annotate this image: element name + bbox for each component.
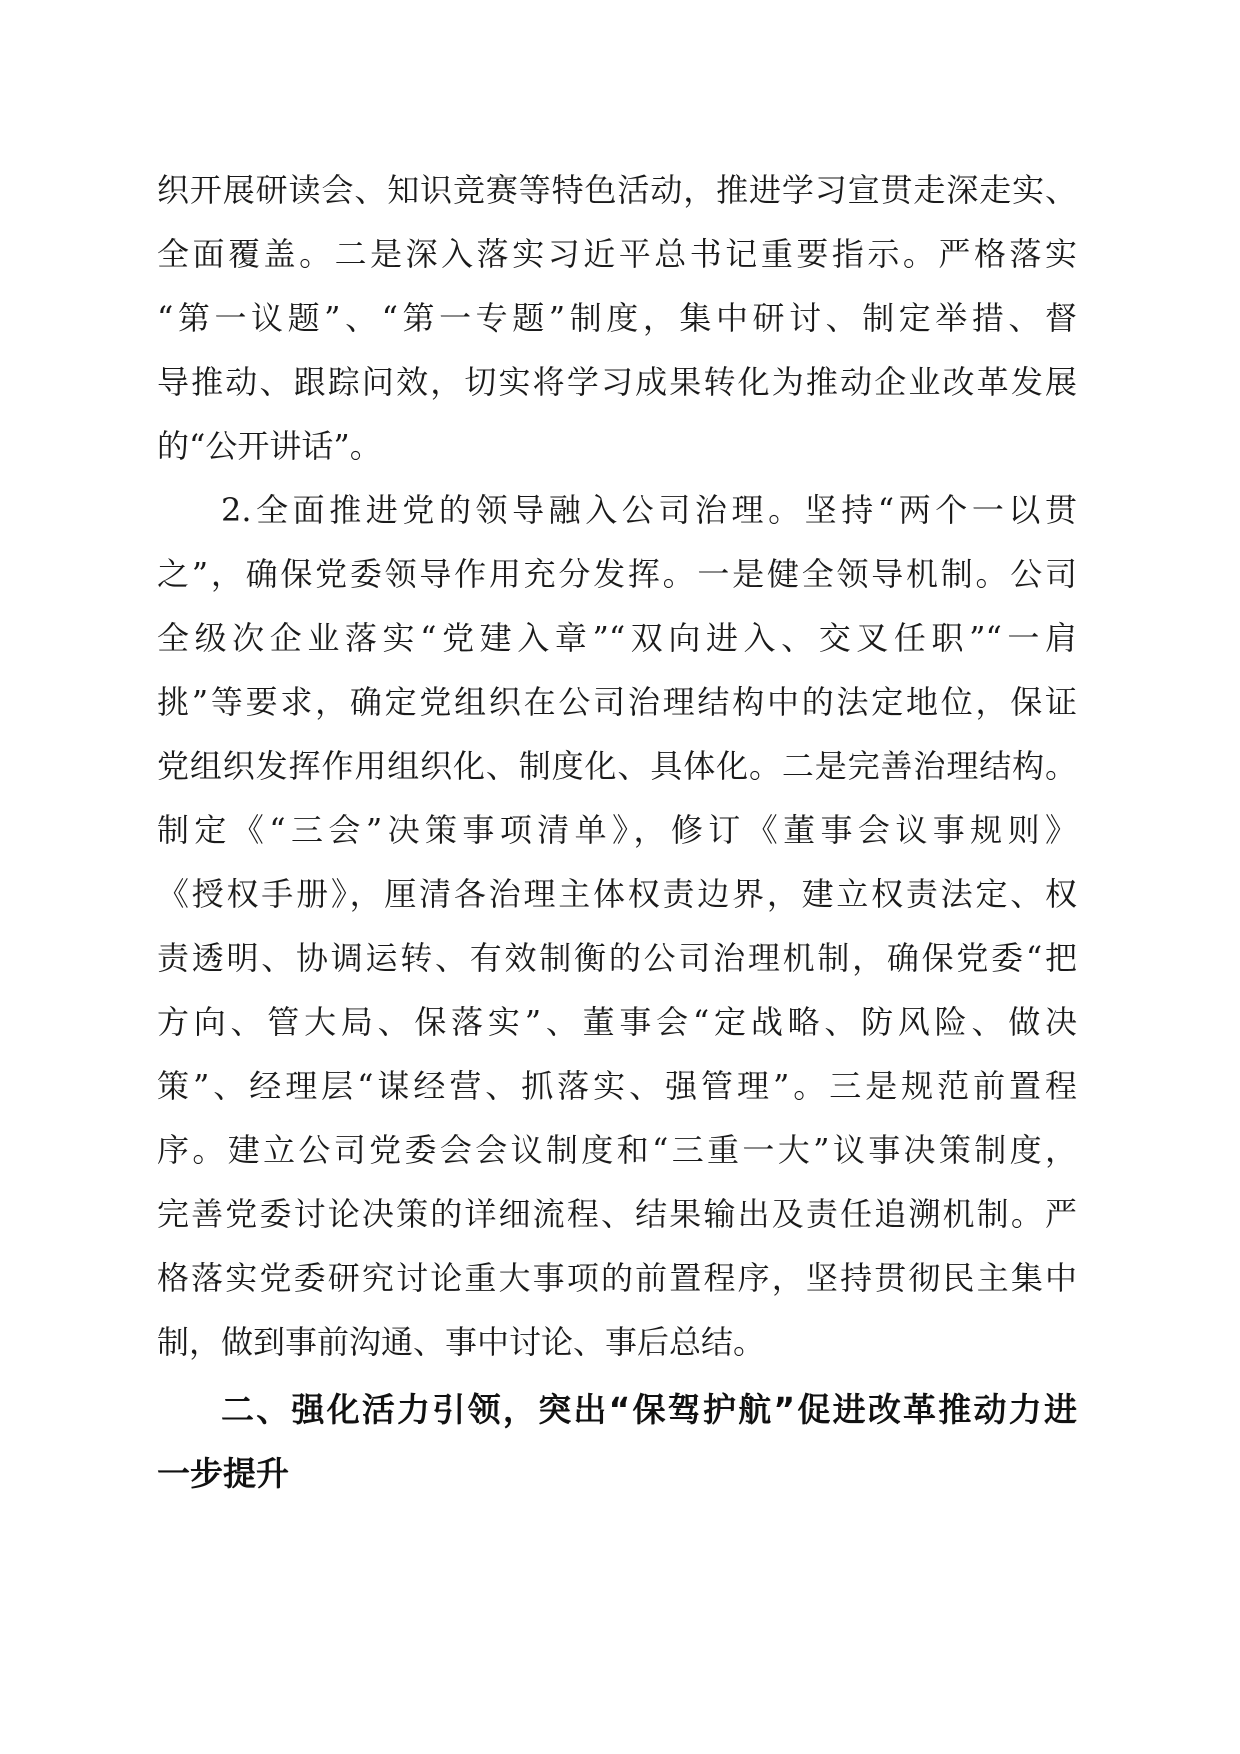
body-text-line: 织开展研读会、知识竞赛等特色活动，推进学习宣贯走深走实、 bbox=[157, 171, 1077, 209]
section-heading-line: 一步提升 bbox=[157, 1454, 289, 1493]
body-text-line: 挑”等要求，确定党组织在公司治理结构中的法定地位，保证 bbox=[157, 683, 1077, 721]
body-text-line: “第一议题”、“第一专题”制度，集中研讨、制定举措、督 bbox=[157, 299, 1077, 337]
body-text-line: 党组织发挥作用组织化、制度化、具体化。二是完善治理结构。 bbox=[157, 747, 1077, 785]
body-text-line: 制，做到事前沟通、事中讨论、事后总结。 bbox=[157, 1323, 766, 1361]
body-text-line: 全面覆盖。二是深入落实习近平总书记重要指示。严格落实 bbox=[157, 235, 1077, 273]
body-text-line: 格落实党委研究讨论重大事项的前置程序，坚持贯彻民主集中 bbox=[157, 1259, 1077, 1297]
body-text-line: 的“公开讲话”。 bbox=[157, 427, 382, 465]
body-text-line: 序。建立公司党委会会议制度和“三重一大”议事决策制度， bbox=[157, 1131, 1077, 1169]
section-heading-line: 二、强化活力引领，突出“保驾护航”促进改革推动力进 bbox=[221, 1390, 1077, 1429]
body-text-line: 完善党委讨论决策的详细流程、结果输出及责任追溯机制。严 bbox=[157, 1195, 1077, 1233]
section-item-2-line: 2.全面推进党的领导融入公司治理。坚持“两个一以贯 bbox=[221, 491, 1077, 529]
body-text-line: 全级次企业落实“党建入章”“双向进入、交叉任职”“一肩 bbox=[157, 619, 1077, 657]
body-text-line: 导推动、跟踪问效，切实将学习成果转化为推动企业改革发展 bbox=[157, 363, 1077, 401]
body-text-line: 制定《“三会”决策事项清单》，修订《董事会议事规则》 bbox=[157, 811, 1077, 849]
body-text-line: 《授权手册》，厘清各治理主体权责边界，建立权责法定、权 bbox=[157, 875, 1077, 913]
body-text-line: 策”、经理层“谋经营、抓落实、强管理”。三是规范前置程 bbox=[157, 1067, 1077, 1105]
body-text-line: 之”，确保党委领导作用充分发挥。一是健全领导机制。公司 bbox=[157, 555, 1077, 593]
body-text-line: 责透明、协调运转、有效制衡的公司治理机制，确保党委“把 bbox=[157, 939, 1077, 977]
body-text-line: 方向、管大局、保落实”、董事会“定战略、防风险、做决 bbox=[157, 1003, 1077, 1041]
